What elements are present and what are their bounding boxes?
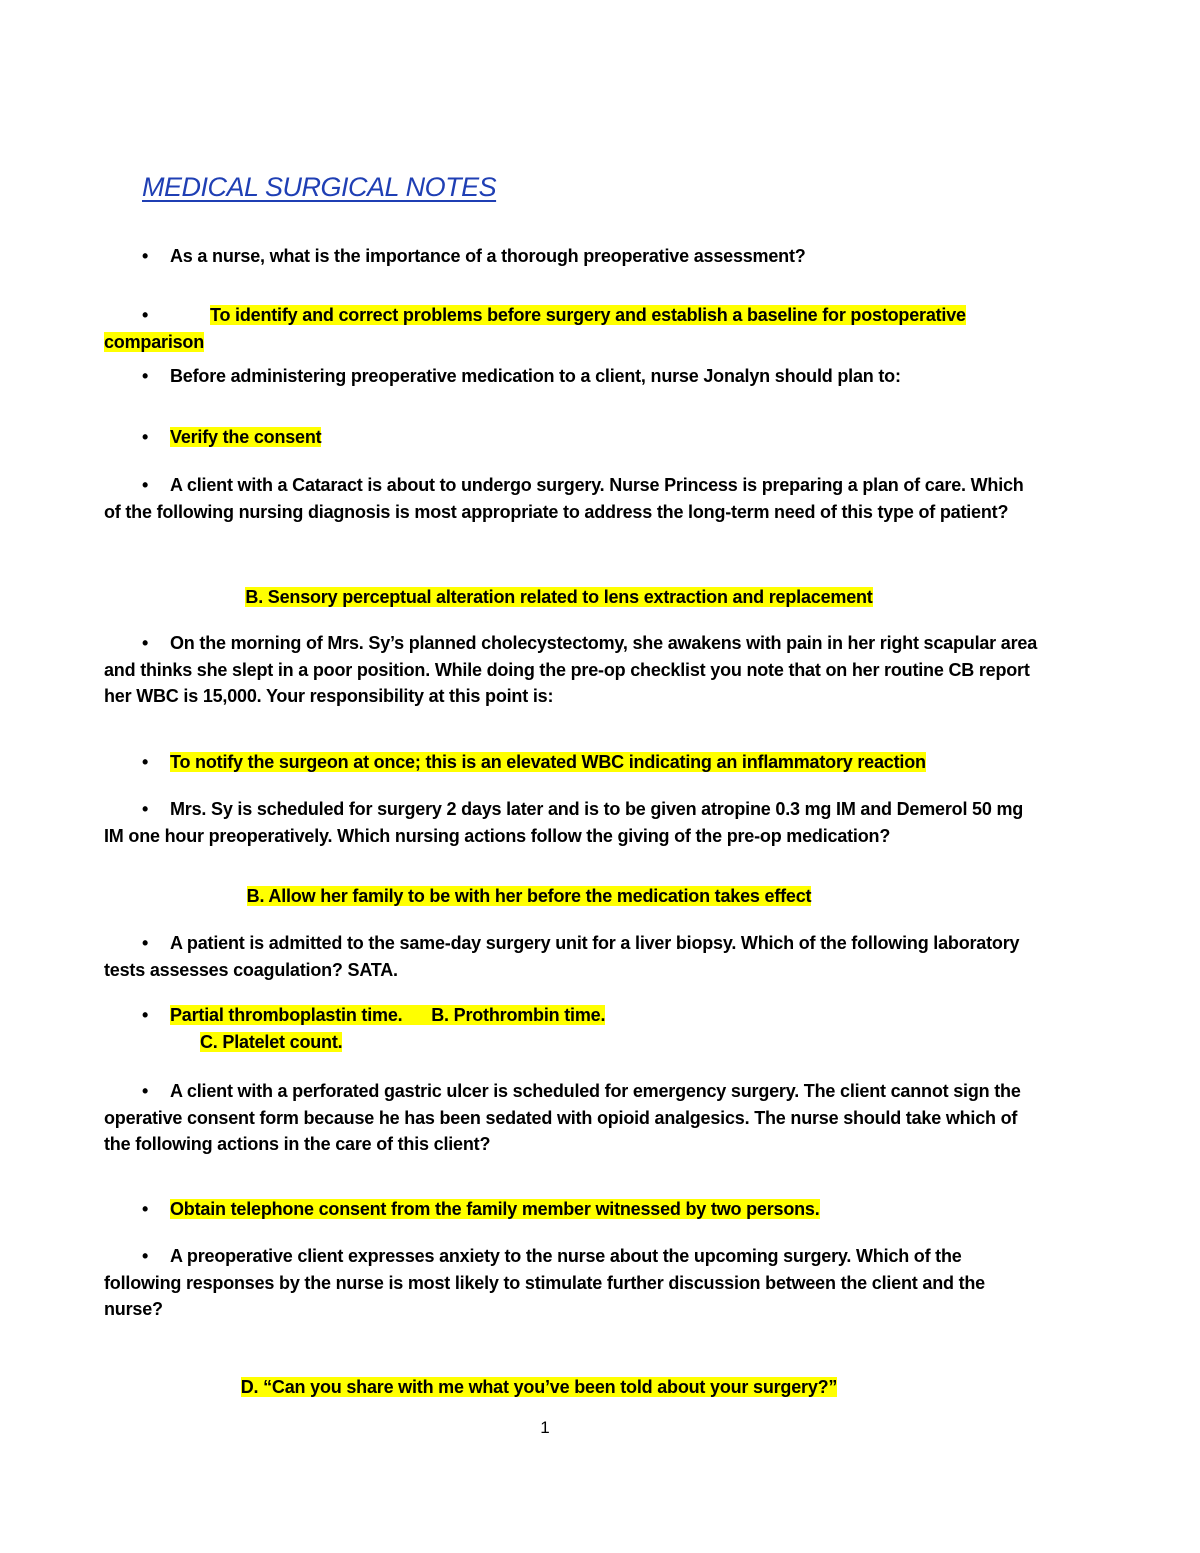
answer-text: B. Allow her family to be with her before the medication takes effect — [246, 886, 812, 906]
bullet-icon: • — [142, 933, 149, 953]
answer-text: To notify the surgeon at once; this is an elevated WBC indicating an inflammatory reaction — [170, 752, 926, 772]
answer-text: D. “Can you share with me what you’ve been told about your surgery?” — [240, 1377, 838, 1397]
answer-text-continued: C. Platelet count. — [200, 1031, 343, 1052]
bullet-icon: • — [142, 305, 149, 325]
bullet-icon: • — [142, 633, 149, 653]
answer-text: Partial thromboplastin time. B. Prothrombin time. — [170, 1005, 606, 1025]
question-text: Before administering preoperative medication to a client, nurse Jonalyn should plan to: — [170, 366, 901, 386]
question-text: A client with a Cataract is about to undergo surgery. Nurse Princess is preparing a plan of care. Which of the following nursing diagnosis is most appropriate to address the long-term need of this type of patient? — [104, 475, 1024, 522]
question-4 — [104, 630, 1039, 710]
answer-text: Obtain telephone consent from the family member witnessed by two persons. — [170, 1199, 820, 1219]
page-title: MEDICAL SURGICAL NOTES — [142, 172, 497, 202]
question-text: A patient is admitted to the same-day surgery unit for a liver biopsy. Which of the following laboratory tests assesses coagulation? SATA. — [104, 933, 1020, 980]
answer-1 — [104, 302, 1039, 355]
bullet-icon: • — [142, 366, 149, 386]
question-8 — [104, 1243, 1039, 1323]
bullet-icon: • — [142, 427, 149, 447]
answer-text-continued: comparison — [104, 331, 205, 352]
question-text: As a nurse, what is the importance of a thorough preoperative assessment? — [170, 246, 806, 266]
bullet-icon: • — [142, 1005, 149, 1025]
answer-text: B. Sensory perceptual alteration related to lens extraction and replacement — [245, 587, 873, 607]
bullet-icon: • — [142, 475, 149, 495]
question-text: Mrs. Sy is scheduled for surgery 2 days later and is to be given atropine 0.3 mg IM and Demerol 50 mg IM one hour preoperatively. Which nursing actions follow the giving of the pre-op medication? — [104, 799, 1024, 846]
question-text: On the morning of Mrs. Sy’s planned cholecystectomy, she awakens with pain in her right scapular area and thinks she slept in a poor position. While doing the pre-op checklist you note that on her routine CB report her WBC is 15,000. Your responsibility at this point is: — [104, 633, 1038, 706]
answer-6 — [104, 1002, 1039, 1055]
page-number: 1 — [540, 1418, 550, 1437]
answer-text: To identify and correct problems before surgery and establish a baseline for postoperative — [210, 305, 966, 325]
question-3 — [104, 472, 1039, 525]
bullet-icon: • — [142, 1246, 149, 1266]
answer-2 — [104, 424, 1039, 451]
answer-8 — [104, 1374, 974, 1401]
bullet-icon: • — [142, 799, 149, 819]
question-5 — [104, 796, 1039, 849]
answer-4 — [104, 749, 1039, 776]
answer-7 — [104, 1196, 1039, 1223]
bullet-icon: • — [142, 752, 149, 772]
question-1 — [104, 243, 1039, 270]
question-text: A client with a perforated gastric ulcer is scheduled for emergency surgery. The client cannot sign the operative consent form because he has been sedated with opioid analgesics. The nurse should take which of the following actions in the care of this client? — [104, 1081, 1021, 1154]
answer-3 — [104, 584, 1014, 611]
question-text: A preoperative client expresses anxiety to the nurse about the upcoming surgery. Which of the following responses by the nurse is most likely to stimulate further discussion between the client and the nurse? — [104, 1246, 985, 1319]
answer-text: Verify the consent — [170, 427, 322, 447]
question-2 — [104, 363, 1039, 390]
question-6 — [104, 930, 1039, 983]
bullet-icon: • — [142, 246, 149, 266]
bullet-icon: • — [142, 1081, 149, 1101]
bullet-icon: • — [142, 1199, 149, 1219]
question-7 — [104, 1078, 1039, 1158]
answer-5 — [104, 883, 954, 910]
